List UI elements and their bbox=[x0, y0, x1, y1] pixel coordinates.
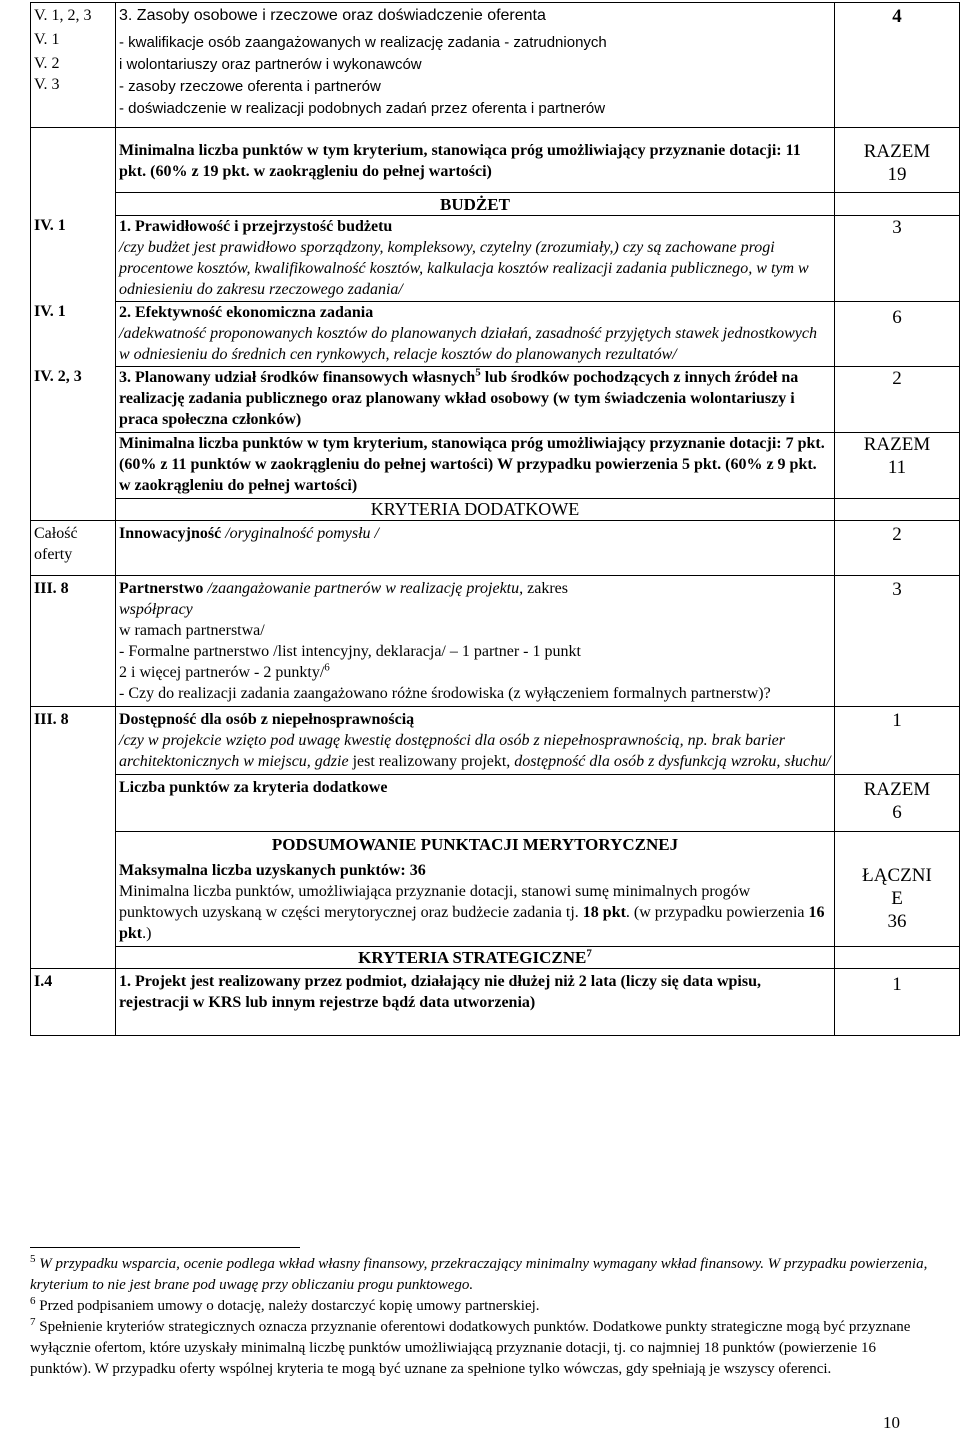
criterion-cell bbox=[116, 706, 835, 774]
points-value: 1 bbox=[892, 973, 902, 995]
criterion-description: jest realizowany projekt, bbox=[348, 752, 515, 770]
criterion-cell bbox=[116, 520, 835, 575]
criterion-cell bbox=[116, 366, 835, 432]
ref-cell bbox=[31, 192, 116, 215]
table-row bbox=[31, 946, 960, 968]
threshold-text: Minimalna liczba punktów w tym kryterium, stanowiąca próg umożliwiający przyznanie dotacji: 7 pkt. (60% z 11 punktów w zaokrągleniu do pełnej wartości) W przypadku powierzenia 5 pkt. (60% z 9 pkt. w zaokrągleniu do pełnej wartości) bbox=[119, 434, 825, 494]
additional-header: KRYTERIA DODATKOWE bbox=[370, 498, 580, 519]
ref-cell bbox=[31, 128, 116, 193]
total-cell bbox=[835, 831, 960, 946]
sum-cell bbox=[116, 774, 835, 831]
points-value: 2 bbox=[892, 367, 902, 389]
ref-cell bbox=[31, 432, 116, 498]
points-cell bbox=[835, 706, 960, 774]
criterion-cell bbox=[116, 301, 835, 366]
table-row bbox=[31, 968, 960, 1035]
summary-text: . (w przypadku powierzenia bbox=[625, 903, 809, 921]
criterion-title: 1. Prawidłowość i przejrzystość budżetu bbox=[119, 217, 393, 235]
points-cell bbox=[835, 301, 960, 366]
ref-cell bbox=[31, 968, 116, 1035]
sum-label: Liczba punktów za kryteria dodatkowe bbox=[119, 778, 388, 796]
footnote-7 bbox=[30, 1317, 930, 1380]
criterion-description: /oryginalność pomysłu / bbox=[221, 524, 379, 542]
table-row bbox=[31, 192, 960, 215]
summary-text: .) bbox=[142, 924, 152, 942]
points-value: 4 bbox=[892, 6, 902, 27]
ref-label: V. 1 bbox=[34, 31, 60, 48]
points-cell bbox=[835, 498, 960, 520]
table-row bbox=[31, 774, 960, 831]
budget-header: BUDŻET bbox=[440, 194, 510, 214]
table-row bbox=[31, 128, 960, 193]
points-cell bbox=[835, 215, 960, 301]
table-row bbox=[31, 366, 960, 432]
threshold-cell bbox=[116, 128, 835, 193]
table-row bbox=[31, 520, 960, 575]
points-cell bbox=[835, 520, 960, 575]
ref-cell bbox=[31, 946, 116, 968]
criterion-description: współpracy bbox=[119, 600, 193, 618]
section-header bbox=[116, 192, 835, 215]
ref-label: Całość oferty bbox=[34, 524, 78, 563]
footnote-text: W przypadku wsparcia, ocenie podlega wkład własny finansowy, przekraczający minimalny wymagany wkład finansowy. W przypadku powierzenia, kryterium to nie jest brane pod uwagę przy obliczaniu progu punktowego. bbox=[30, 1256, 928, 1293]
razem-label: RAZEM bbox=[863, 433, 931, 455]
table-row bbox=[31, 498, 960, 520]
criterion-cell bbox=[116, 215, 835, 301]
ref-label: IV. 2, 3 bbox=[34, 368, 82, 385]
footnote-number: 6 bbox=[30, 1295, 36, 1307]
summary-text-bold: 18 pkt bbox=[582, 903, 626, 921]
ref-cell bbox=[31, 520, 116, 575]
table-row bbox=[31, 575, 960, 706]
ref-cell bbox=[31, 215, 116, 301]
criterion-title-cont: lub środków pochodzących z innych źródeł na realizację zadania publicznego oraz planowany wkład osobowy (w tym świadczenia wolontariuszy i praca społeczna członków) bbox=[119, 368, 799, 428]
criterion-line: i wolontariuszy oraz partnerów i wykonawców bbox=[119, 56, 422, 73]
criterion-title: 3. Planowany udział środków finansowych własnych bbox=[119, 368, 476, 386]
criterion-line: 2 i więcej partnerów - 2 punkty/ bbox=[119, 663, 325, 681]
strategic-header: KRYTERIA STRATEGICZNE bbox=[358, 947, 587, 967]
criterion-title: 2. Efektywność ekonomiczna zadania bbox=[119, 303, 374, 321]
criterion-line: - doświadczenie w realizacji podobnych zadań przez oferenta i partnerów bbox=[119, 100, 606, 117]
criterion-line: - zasoby rzeczowe oferenta i partnerów bbox=[119, 78, 381, 95]
ref-label: I.4 bbox=[34, 972, 53, 990]
points-value: 2 bbox=[892, 523, 902, 545]
criterion-line: - Czy do realizacji zadania zaangażowano różne środowiska (z wyłączeniem formalnych partnerstw)? bbox=[119, 684, 771, 702]
ref-cell bbox=[31, 774, 116, 831]
ref-cell bbox=[31, 3, 116, 128]
summary-cell bbox=[116, 831, 835, 946]
razem-label: RAZEM bbox=[863, 778, 931, 800]
ref-label: III. 8 bbox=[34, 579, 69, 597]
threshold-cell bbox=[116, 432, 835, 498]
criterion-description: /czy w projekcie wzięto pod uwagę kwestię dostępności dla osób z niepełnosprawnością, np. brak barier architektonicznych w miejscu, gdzie bbox=[119, 731, 785, 770]
ref-cell bbox=[31, 301, 116, 366]
ref-cell bbox=[31, 575, 116, 706]
footnote-5 bbox=[30, 1254, 930, 1296]
criterion-line: - kwalifikacje osób zaangażowanych w realizację zadania - zatrudnionych bbox=[119, 34, 607, 51]
razem-cell bbox=[835, 432, 960, 498]
total-value: 36 bbox=[887, 910, 907, 932]
table-row bbox=[31, 706, 960, 774]
razem-value: 6 bbox=[892, 801, 902, 823]
threshold-text: Minimalna liczba punktów w tym kryterium, stanowiąca próg umożliwiający przyznanie dotacji: 11 pkt. (60% z 19 pkt. w zaokrągleniu do pełnej wartości) bbox=[119, 142, 801, 180]
points-cell bbox=[835, 968, 960, 1035]
ref-label: V. 1, 2, 3 bbox=[34, 7, 92, 24]
criterion-description: /czy budżet jest prawidłowo sporządzony, kompleksowy, czytelny (zrozumiały,) czy są zachowane progi procentowe kosztów, kwalifikowalność kosztów, kalkulacja kosztów realizacji zadania publicznego, w tym w odniesieniu do zakresu rzeczowego zadania/ bbox=[119, 238, 809, 298]
table-row bbox=[31, 831, 960, 946]
points-value: 3 bbox=[892, 216, 902, 238]
criterion-line: w ramach partnerstwa/ bbox=[119, 621, 265, 639]
criterion-description: dostępność dla osób z dysfunkcją wzroku, słuchu/ bbox=[514, 752, 831, 770]
points-cell bbox=[835, 192, 960, 215]
razem-label: RAZEM bbox=[863, 141, 931, 162]
criterion-description: /adekwatność proponowanych kosztów do planowanych działań, zasadność przyjętych stawek jednostkowych w odniesieniu do średnich cen rynkowych, relacje kosztów do planowanych rezultatów/ bbox=[119, 324, 817, 363]
footnote-6 bbox=[30, 1296, 930, 1317]
ref-cell bbox=[31, 706, 116, 774]
footnote-number: 7 bbox=[30, 1316, 36, 1328]
criterion-line: - Formalne partnerstwo /list intencyjny, deklaracja/ – 1 partner - 1 punkt bbox=[119, 642, 581, 660]
table-row bbox=[31, 3, 960, 128]
points-value: 3 bbox=[892, 578, 902, 600]
footnote-ref: 6 bbox=[324, 661, 330, 674]
ref-cell bbox=[31, 498, 116, 520]
total-label: ŁĄCZNI bbox=[862, 864, 932, 886]
razem-cell bbox=[835, 128, 960, 193]
footnote-ref: 7 bbox=[586, 946, 592, 959]
footnote-number: 5 bbox=[30, 1253, 36, 1265]
footnote-text: Przed podpisaniem umowy o dotację, należy dostarczyć kopię umowy partnerskiej. bbox=[35, 1298, 540, 1314]
table-row bbox=[31, 301, 960, 366]
summary-text-bold: 16 pkt bbox=[119, 903, 825, 942]
page-number: 10 bbox=[883, 1413, 900, 1432]
criterion-title: Partnerstwo bbox=[119, 579, 204, 597]
ref-label: IV. 1 bbox=[34, 303, 66, 320]
footnote-ref: 5 bbox=[475, 366, 481, 379]
points-cell bbox=[835, 3, 960, 128]
ref-label: V. 2 bbox=[34, 55, 60, 72]
criterion-description: /zaangażowanie partnerów w realizację projektu, bbox=[203, 579, 524, 597]
footnote-text: Spełnienie kryteriów strategicznych oznacza przyznanie oferentowi dodatkowych punktów. Dodatkowe punkty strategiczne mogą być przyznane wyłącznie ofertom, które uzyskały minimalną liczbę punktów umożliwiającą przyznanie dotacji, tj. co najmniej 18 punktów (powierzenie 16 punktów). W przypadku oferty wspólnej kryteria te mogą być uznane za spełnione tylko wówczas, gdy spełniają je wszyscy oferenci. bbox=[30, 1319, 911, 1377]
max-points-label: Maksymalna liczba uzyskanych punktów: 36 bbox=[119, 861, 426, 879]
criterion-cell bbox=[116, 968, 835, 1035]
razem-value: 19 bbox=[887, 164, 907, 185]
table-row bbox=[31, 215, 960, 301]
section-header bbox=[116, 946, 835, 968]
ref-label: IV. 1 bbox=[34, 217, 66, 234]
points-cell bbox=[835, 366, 960, 432]
ref-cell bbox=[31, 366, 116, 432]
points-value: 6 bbox=[892, 306, 902, 328]
razem-cell bbox=[835, 774, 960, 831]
ref-cell bbox=[31, 831, 116, 946]
total-label: E bbox=[891, 887, 903, 909]
ref-label: III. 8 bbox=[34, 710, 69, 728]
summary-header: PODSUMOWANIE PUNKTACJI MERYTORYCZNEJ bbox=[271, 834, 679, 854]
criterion-cell bbox=[116, 575, 835, 706]
section-header bbox=[116, 498, 835, 520]
footnote-divider bbox=[30, 1247, 300, 1248]
criterion-title: Dostępność dla osób z niepełnosprawnością bbox=[119, 710, 415, 728]
points-value: 1 bbox=[892, 709, 902, 731]
razem-value: 11 bbox=[887, 456, 907, 478]
footnotes bbox=[30, 1247, 930, 1380]
criteria-table bbox=[30, 2, 960, 1036]
criterion-title: 1. Projekt jest realizowany przez podmiot, działający nie dłużej niż 2 lata (liczy się data wpisu, rejestracji w KRS lub innym rejestrze bądź data utworzenia) bbox=[119, 972, 761, 1011]
ref-label: V. 3 bbox=[34, 76, 60, 93]
summary-text: Minimalna liczba punktów, umożliwiająca przyznanie dotacji, stanowi sumę minimalnych progów punktowych uzyskaną w części merytorycznej oraz budżecie zadania tj. bbox=[119, 882, 751, 921]
criterion-description: zakres bbox=[523, 579, 568, 597]
criterion-title: Innowacyjność bbox=[119, 524, 222, 542]
points-cell bbox=[835, 946, 960, 968]
table-row bbox=[31, 432, 960, 498]
section-title: 3. Zasoby osobowe i rzeczowe oraz doświadczenie oferenta bbox=[119, 7, 546, 24]
points-cell bbox=[835, 575, 960, 706]
criterion-cell bbox=[116, 3, 835, 128]
